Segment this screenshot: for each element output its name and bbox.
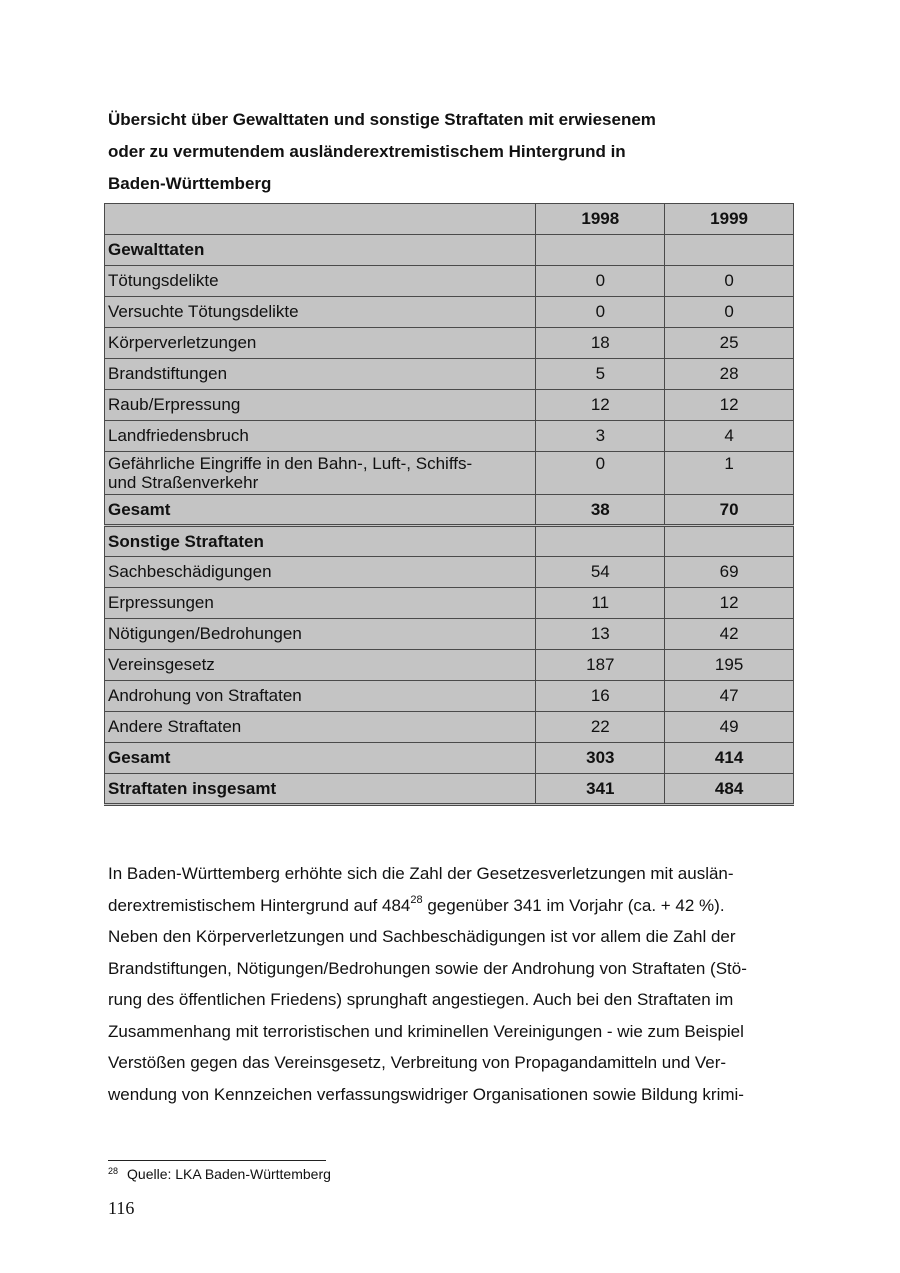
title-line-3: Baden-Württemberg <box>108 174 272 193</box>
row-1998: 3 <box>536 421 665 452</box>
section-row-sonstige-straftaten <box>105 526 794 557</box>
table-row <box>105 681 794 712</box>
row-1999: 414 <box>665 743 794 774</box>
page-number: 116 <box>108 1198 135 1218</box>
row-1998: 38 <box>536 495 665 526</box>
row-label: Versuchte Tötungsdelikte <box>105 297 536 328</box>
row-label: Brandstiftungen <box>105 359 536 390</box>
row-1999: 1 <box>665 452 794 495</box>
table-row <box>105 266 794 297</box>
row-label: Vereinsgesetz <box>105 650 536 681</box>
row-1999: 4 <box>665 421 794 452</box>
table-row <box>105 421 794 452</box>
paragraph-line: wendung von Kennzeichen verfassungswidriger Organisationen sowie Bildung krimi- <box>108 1084 744 1104</box>
table-row <box>105 452 794 495</box>
body-paragraph <box>108 858 798 1110</box>
row-1999: 0 <box>665 297 794 328</box>
footnote <box>108 1166 331 1182</box>
document-title <box>108 104 808 200</box>
row-label: Straftaten insgesamt <box>105 774 536 805</box>
row-1998 <box>536 526 665 557</box>
row-1998 <box>536 235 665 266</box>
row-label <box>105 452 536 495</box>
row-1998: 0 <box>536 297 665 328</box>
row-1999: 69 <box>665 557 794 588</box>
row-1999: 25 <box>665 328 794 359</box>
subtotal-row <box>105 743 794 774</box>
row-1999: 484 <box>665 774 794 805</box>
row-label: Andere Straftaten <box>105 712 536 743</box>
row-1999: 12 <box>665 390 794 421</box>
table-row <box>105 588 794 619</box>
row-1999: 28 <box>665 359 794 390</box>
row-1999: 0 <box>665 266 794 297</box>
row-label: Gesamt <box>105 743 536 774</box>
row-1998: 16 <box>536 681 665 712</box>
footnote-marker: 28 <box>108 1166 119 1176</box>
paragraph-text: gegenüber 341 im Vorjahr (ca. + 42 %). <box>422 895 725 915</box>
header-label-cell <box>105 204 536 235</box>
row-1998: 11 <box>536 588 665 619</box>
row-1998: 13 <box>536 619 665 650</box>
footnote-divider <box>108 1160 326 1161</box>
row-label: Gesamt <box>105 495 536 526</box>
title-line-2: oder zu vermutendem ausländerextremistischem Hintergrund in <box>108 142 626 161</box>
table-row <box>105 328 794 359</box>
row-1998: 187 <box>536 650 665 681</box>
paragraph-text: derextremistischem Hintergrund auf 484 <box>108 895 411 915</box>
paragraph-line: Verstößen gegen das Vereinsgesetz, Verbreitung von Propagandamitteln und Ver- <box>108 1053 727 1072</box>
table-row <box>105 712 794 743</box>
footnote-reference: 28 <box>410 893 423 906</box>
row-1999: 12 <box>665 588 794 619</box>
row-1998: 0 <box>536 266 665 297</box>
row-1999: 70 <box>665 495 794 526</box>
row-label-line-2: und Straßenverkehr <box>108 473 259 492</box>
row-1999: 49 <box>665 712 794 743</box>
row-1999: 195 <box>665 650 794 681</box>
section-row-gewalttaten <box>105 235 794 266</box>
row-1998: 0 <box>536 452 665 495</box>
table-row <box>105 359 794 390</box>
header-1998: 1998 <box>536 204 665 235</box>
paragraph-line: Neben den Körperverletzungen und Sachbeschädigungen ist vor allem die Zahl der <box>108 927 736 946</box>
row-1998: 5 <box>536 359 665 390</box>
footnote-text: Quelle: LKA Baden-Württemberg <box>127 1166 331 1182</box>
row-1999: 42 <box>665 619 794 650</box>
row-label: Sachbeschädigungen <box>105 557 536 588</box>
header-1999: 1999 <box>665 204 794 235</box>
row-label: Körperverletzungen <box>105 328 536 359</box>
row-1998: 22 <box>536 712 665 743</box>
paragraph-line: rung des öffentlichen Friedens) sprunghaft angestiegen. Auch bei den Straftaten im <box>108 990 734 1009</box>
row-label: Androhung von Straftaten <box>105 681 536 712</box>
row-1999: 47 <box>665 681 794 712</box>
crime-statistics-table <box>104 203 794 806</box>
table-row <box>105 297 794 328</box>
row-1999 <box>665 526 794 557</box>
paragraph-line: In Baden-Württemberg erhöhte sich die Zahl der Gesetzesverletzungen mit auslän- <box>108 864 734 883</box>
row-label: Gewalttaten <box>105 235 536 266</box>
subtotal-row <box>105 495 794 526</box>
paragraph-line: Zusammenhang mit terroristischen und kriminellen Vereinigungen - wie zum Beispiel <box>108 1021 744 1041</box>
table-row <box>105 390 794 421</box>
table-row <box>105 650 794 681</box>
row-1998: 12 <box>536 390 665 421</box>
row-1998: 341 <box>536 774 665 805</box>
paragraph-line: Brandstiftungen, Nötigungen/Bedrohungen sowie der Androhung von Straftaten (Stö- <box>108 958 747 978</box>
table-row <box>105 619 794 650</box>
row-label: Sonstige Straftaten <box>105 526 536 557</box>
row-label: Tötungsdelikte <box>105 266 536 297</box>
row-label: Landfriedensbruch <box>105 421 536 452</box>
row-label: Raub/Erpressung <box>105 390 536 421</box>
title-line-1: Übersicht über Gewalttaten und sonstige Straftaten mit erwiesenem <box>108 110 656 129</box>
row-label: Nötigungen/Bedrohungen <box>105 619 536 650</box>
row-label: Erpressungen <box>105 588 536 619</box>
row-label-line-1: Gefährliche Eingriffe in den Bahn-, Luft-, Schiffs- <box>108 454 473 473</box>
row-1998: 54 <box>536 557 665 588</box>
table-row <box>105 557 794 588</box>
row-1999 <box>665 235 794 266</box>
row-1998: 18 <box>536 328 665 359</box>
paragraph-line <box>108 890 798 922</box>
row-1998: 303 <box>536 743 665 774</box>
total-row <box>105 774 794 805</box>
table-header-row <box>105 204 794 235</box>
